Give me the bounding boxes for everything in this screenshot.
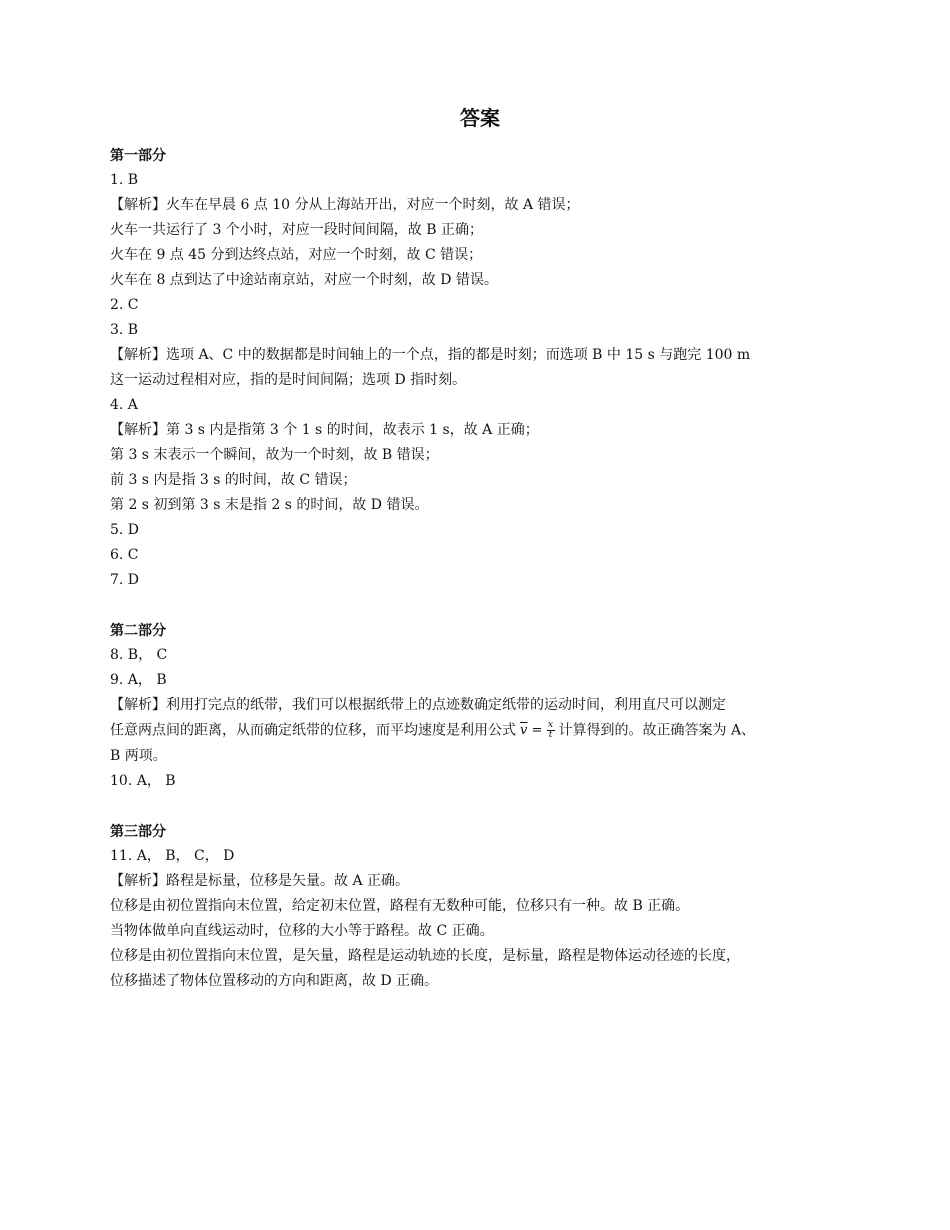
section-part-1 bbox=[110, 144, 850, 593]
average-velocity-formula bbox=[520, 718, 555, 743]
answer-line: 4. A bbox=[110, 397, 138, 413]
answer-document bbox=[110, 100, 850, 994]
section-part-2 bbox=[110, 619, 850, 794]
explanation-line: 位移是由初位置指向末位置，是矢量，路程是运动轨迹的长度，是标量，路程是物体运动径迹的长度， bbox=[110, 947, 740, 964]
explanation-line: 【解析】选项 A、C 中的数据都是时间轴上的一个点，指的都是时刻；而选项 B 中 15 s 与跑完 100 m bbox=[110, 347, 751, 363]
explanation-line: 【解析】利用打完点的纸带，我们可以根据纸带上的点迹数确定纸带的运动时间，利用直尺可以测定 bbox=[110, 697, 726, 713]
answer-line: 6. C bbox=[110, 547, 139, 563]
formula-equals: = bbox=[531, 723, 543, 738]
section-title: 第三部分 bbox=[110, 823, 166, 840]
answer-line: 7. D bbox=[110, 572, 140, 588]
formula-numerator: x bbox=[548, 720, 554, 730]
explanation-line: 第 2 s 初到第 3 s 末是指 2 s 的时间，故 D 错误。 bbox=[110, 497, 429, 513]
answer-line: 3. B bbox=[110, 322, 139, 338]
explanation-line: 前 3 s 内是指 3 s 的时间，故 C 错误； bbox=[110, 472, 357, 488]
answer-line: 11. A， B， C， D bbox=[110, 847, 235, 864]
explanation-line: 位移是由初位置指向末位置，给定初末位置，路程有无数种可能，位移只有一种。故 B 正确。 bbox=[110, 897, 690, 914]
answer-line: 10. A， B bbox=[110, 772, 176, 789]
answer-line: 5. D bbox=[110, 522, 140, 538]
explanation-line: 这一运动过程相对应，指的是时间间隔；选项 D 指时刻。 bbox=[110, 372, 467, 388]
explanation-line: 当物体做单向直线运动时，位移的大小等于路程。故 C 正确。 bbox=[110, 922, 494, 939]
formula-text-before: 任意两点间的距离，从而确定纸带的位移，而平均速度是利用公式 bbox=[110, 722, 516, 739]
section-part-3 bbox=[110, 820, 850, 994]
explanation-line: 火车在 8 点到达了中途站南京站，对应一个时刻，故 D 错误。 bbox=[110, 272, 498, 288]
formula-text-after: 计算得到的。故正确答案为 A、 bbox=[558, 722, 756, 739]
explanation-line: B 两项。 bbox=[110, 747, 167, 764]
formula-fraction bbox=[547, 721, 555, 740]
explanation-line: 【解析】火车在早晨 6 点 10 分从上海站开出，对应一个时刻，故 A 错误； bbox=[110, 197, 580, 213]
explanation-line: 【解析】路程是标量，位移是矢量。故 A 正确。 bbox=[110, 872, 410, 889]
section-title: 第二部分 bbox=[110, 623, 166, 639]
answer-line: 1. B bbox=[110, 172, 139, 188]
explanation-line: 第 3 s 末表示一个瞬间，故为一个时刻，故 B 错误； bbox=[110, 447, 439, 463]
formula-denominator: t bbox=[548, 730, 553, 740]
explanation-line: 火车一共运行了 3 个小时，对应一段时间间隔，故 B 正确； bbox=[110, 222, 483, 238]
explanation-line: 位移描述了物体位置移动的方向和距离，故 D 正确。 bbox=[110, 972, 439, 989]
explanation-line: 【解析】第 3 s 内是指第 3 个 1 s 的时间，故表示 1 s，故 A 正确； bbox=[110, 422, 539, 438]
explanation-line: 火车在 9 点 45 分到达终点站，对应一个时刻，故 C 错误； bbox=[110, 247, 483, 263]
formula-v: $\overline{v}$ bbox=[520, 723, 528, 738]
explanation-line-with-formula bbox=[110, 718, 850, 744]
answer-line: 2. C bbox=[110, 297, 139, 313]
answer-line: 8. B， C bbox=[110, 647, 168, 663]
answer-line: 9. A， B bbox=[110, 672, 167, 688]
section-title: 第一部分 bbox=[110, 148, 166, 164]
page-title: 答案 bbox=[460, 106, 500, 130]
